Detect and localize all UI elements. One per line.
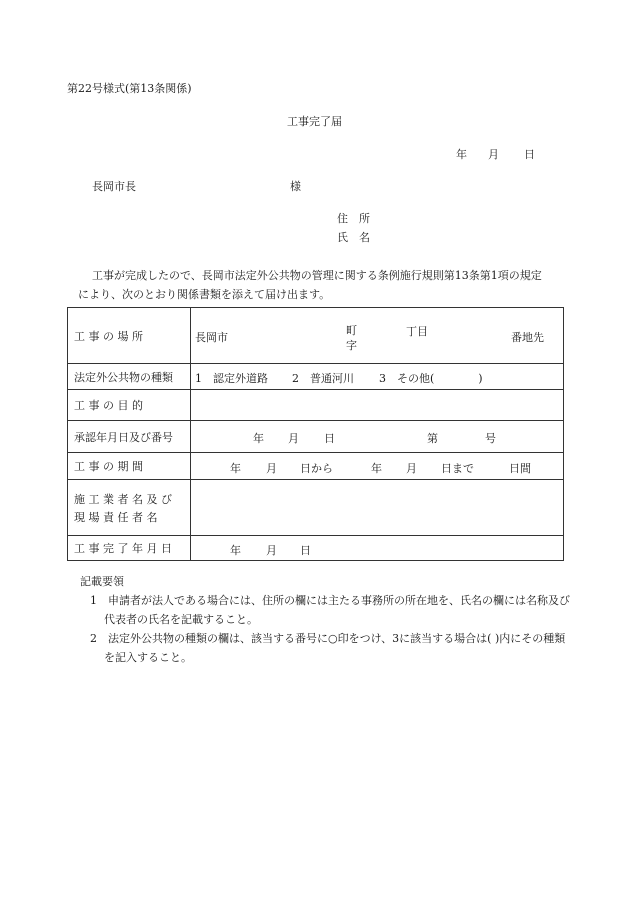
- approval-go: 号: [485, 432, 496, 445]
- note-item-2: 2 法定外公共物の種類の欄は、該当する番号に○印をつけ、3に該当する場合は( )内にその種類を記入すること。: [90, 632, 566, 664]
- location-aza: 字: [346, 339, 357, 352]
- addressee-honorific: 様: [290, 180, 301, 193]
- location-banchi: 番地先: [511, 331, 544, 344]
- note-item-1: 1 申請者が法人である場合には、住所の欄には主たる事務所の所在地を、氏名の欄には名称及び代表者の氏名を記載すること。: [90, 594, 570, 626]
- page-title: 工事完了届: [287, 115, 342, 128]
- period-until: 日まで: [441, 462, 474, 475]
- row-type: [68, 364, 564, 390]
- label-completion: 工 事 完 了 年 月 日: [68, 536, 191, 561]
- date-month: 月: [488, 148, 499, 161]
- row-completion: [68, 536, 564, 561]
- period-days: 日間: [509, 462, 531, 475]
- field-completion[interactable]: [191, 536, 564, 561]
- row-purpose: [68, 390, 564, 421]
- contractor-label-line-1: 施 工 業 者 名 及 び: [74, 492, 172, 506]
- label-approval: 承認年月日及び番号: [68, 421, 191, 453]
- field-type[interactable]: [191, 364, 564, 390]
- approval-day: 日: [324, 432, 335, 445]
- addressee-name: 長岡市長: [92, 180, 136, 193]
- applicant-address-label: 住 所: [337, 212, 370, 225]
- field-period[interactable]: [191, 453, 564, 480]
- period-year-2: 年: [371, 462, 382, 475]
- field-location[interactable]: [191, 308, 564, 364]
- form-table: [67, 307, 564, 561]
- label-type: 法定外公共物の種類: [68, 364, 191, 390]
- intro-line-1: 工事が完成したので、長岡市法定外公共物の管理に関する条例施行規則第13条第1項の規定: [92, 269, 542, 282]
- period-from: 日から: [300, 462, 333, 475]
- type-option-2: 2 普通河川: [292, 372, 354, 385]
- period-month-2: 月: [406, 462, 417, 475]
- notes-section: [80, 572, 570, 667]
- row-contractor: [68, 480, 564, 536]
- type-option-3: 3 その他( ): [379, 372, 483, 385]
- applicant-name-label: 氏 名: [337, 231, 370, 244]
- label-purpose: 工 事 の 目 的: [68, 390, 191, 421]
- completion-month: 月: [266, 544, 277, 557]
- date-year: 年: [456, 148, 467, 161]
- field-purpose[interactable]: [191, 390, 564, 421]
- label-location: 工 事 の 場 所: [68, 308, 191, 364]
- form-number: 第22号様式(第13条関係): [67, 82, 192, 95]
- field-approval[interactable]: [191, 421, 564, 453]
- approval-month: 月: [288, 432, 299, 445]
- period-year-1: 年: [230, 462, 241, 475]
- period-month-1: 月: [266, 462, 277, 475]
- notes-heading: 記載要領: [80, 575, 124, 588]
- row-period: [68, 453, 564, 480]
- completion-year: 年: [230, 544, 241, 557]
- label-period: 工 事 の 期 間: [68, 453, 191, 480]
- label-contractor: [68, 480, 191, 536]
- completion-day: 日: [300, 544, 311, 557]
- location-machi: 町: [346, 324, 357, 337]
- approval-year: 年: [253, 432, 264, 445]
- row-location: [68, 308, 564, 364]
- date-day: 日: [524, 148, 535, 161]
- intro-line-2: により、次のとおり関係書類を添えて届け出ます。: [78, 288, 331, 301]
- type-option-1: 1 認定外道路: [195, 372, 268, 385]
- field-contractor[interactable]: [191, 480, 564, 536]
- contractor-label-line-2: 現 場 責 任 者 名: [74, 510, 158, 524]
- row-approval: [68, 421, 564, 453]
- location-chome: 丁目: [406, 325, 428, 338]
- location-city: 長岡市: [195, 331, 228, 344]
- approval-dai: 第: [427, 432, 438, 445]
